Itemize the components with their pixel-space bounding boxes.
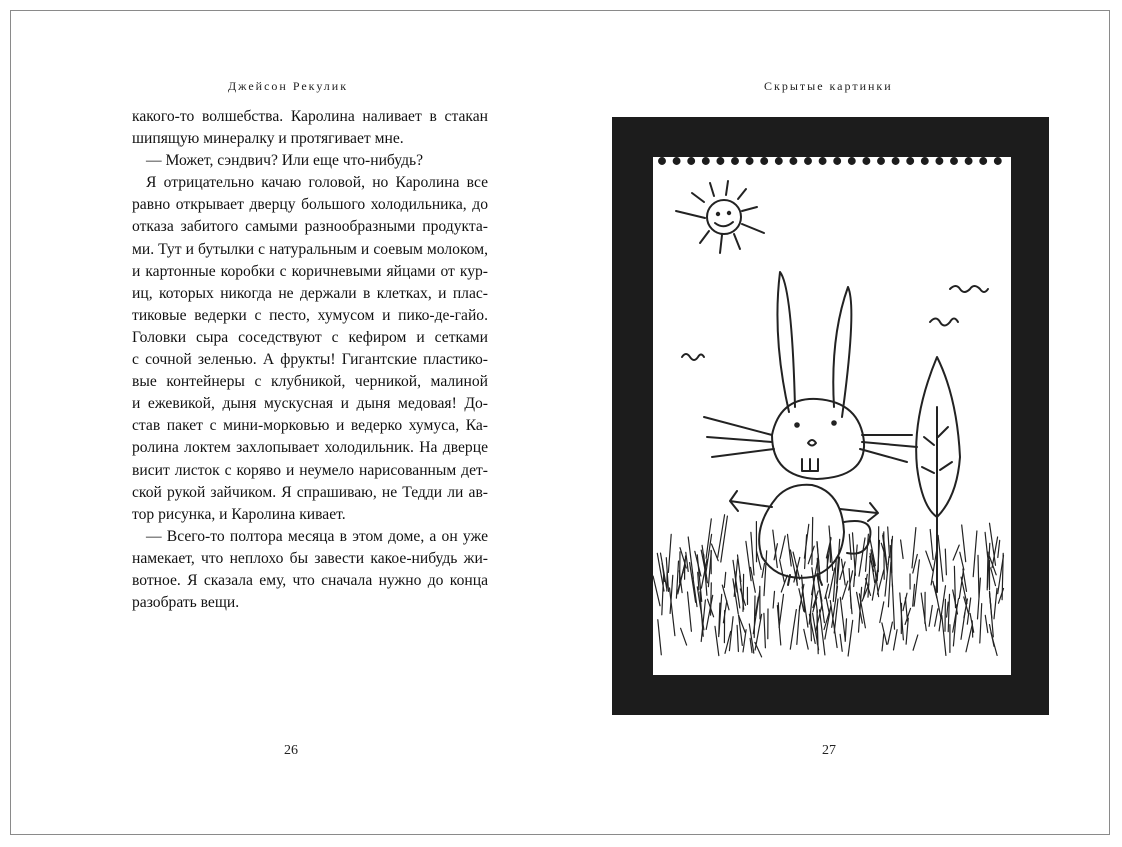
text-line: шипящую минералку и протягивает мне. [132, 130, 404, 148]
text-line: намекает, что неплохо бы завести какое-нибудь жи- [132, 549, 488, 567]
text-line: с сочной зеленью. А фрукты! Гигантские пластико- [132, 351, 488, 369]
grass-stroke [987, 552, 988, 590]
body-text [132, 106, 488, 614]
spiral-hole [703, 158, 709, 164]
text-line: — Может, сэндвич? Или еще что-нибудь? [146, 152, 424, 170]
text-line: Головки сыра соседствуют с кефиром и сетками [132, 328, 488, 346]
page-number-left: 26 [284, 743, 298, 758]
spiral-hole [659, 158, 665, 164]
text-line: и ежевикой, дыня мускусная и дыня медовая! До- [132, 395, 488, 413]
text-line: и картонные коробки с коричневыми яйцами от кур- [132, 262, 488, 280]
text-line: ской рукой зайчиком. Я спрашиваю, не Тедди ли ав- [132, 483, 488, 501]
text-line: висит листок с коряво и неумело нарисованным дет- [132, 461, 488, 479]
spiral-hole [732, 158, 738, 164]
spiral-hole [980, 158, 986, 164]
running-head-title: Скрытые картинки [764, 79, 893, 93]
spiral-hole [922, 158, 928, 164]
text-line: вые контейнеры с клубникой, черникой, малиной [132, 373, 488, 391]
running-head-author: Джейсон Рекулик [228, 79, 349, 93]
spiral-hole [746, 158, 752, 164]
spiral-hole [790, 158, 796, 164]
grass-stroke [812, 518, 813, 565]
text-line: равно открывает дверцу большого холодильника, до [132, 196, 488, 214]
text-line: тиковые ведерки с песто, хумусом и пико-де-гайо. [132, 306, 488, 324]
text-line: отказа забитого самыми разнообразными продукта- [132, 218, 488, 236]
spiral-hole [878, 158, 884, 164]
spiral-hole [849, 158, 855, 164]
text-line: какого-то волшебства. Каролина наливает в стакан [132, 108, 488, 125]
text-line: вотное. Я сказала ему, что сначала нужно до конца [132, 571, 488, 589]
grass-stroke [743, 574, 744, 611]
text-line: тор рисунка, и Каролина кивает. [132, 505, 346, 523]
spiral-hole [965, 158, 971, 164]
text-line: Я отрицательно качаю головой, но Каролина все [146, 174, 488, 192]
text-line: — Всего-то полтора месяца в этом доме, а он уже [146, 527, 488, 545]
text-line: разобрать вещи. [132, 594, 240, 612]
spiral-hole [892, 158, 898, 164]
spiral-hole [688, 158, 694, 164]
spiral-hole [819, 158, 825, 164]
text-line: став пакет с мини-морковью и ведерко хумуса, Ка- [132, 417, 488, 435]
spiral-hole [907, 158, 913, 164]
spiral-hole [717, 158, 723, 164]
rabbit-drawing-illustration [612, 117, 1049, 715]
text-line: ролина локтем захлопывает холодильник. На дверце [132, 439, 488, 457]
text-line: иц, которых никогда не держали в клетках, и плас- [132, 284, 488, 302]
spiral-hole [936, 158, 942, 164]
spiral-hole [995, 158, 1001, 164]
spiral-hole [951, 158, 957, 164]
spiral-hole [834, 158, 840, 164]
grass-stroke [754, 596, 755, 638]
spiral-hole [805, 158, 811, 164]
illustration-frame [612, 117, 1049, 715]
spiral-hole [673, 158, 679, 164]
spiral-hole [761, 158, 767, 164]
text-line: ми. Тут и бутылки с натуральным и соевым молоком, [132, 240, 488, 258]
page-number-right: 27 [822, 743, 836, 758]
spiral-hole [776, 158, 782, 164]
spiral-hole [863, 158, 869, 164]
